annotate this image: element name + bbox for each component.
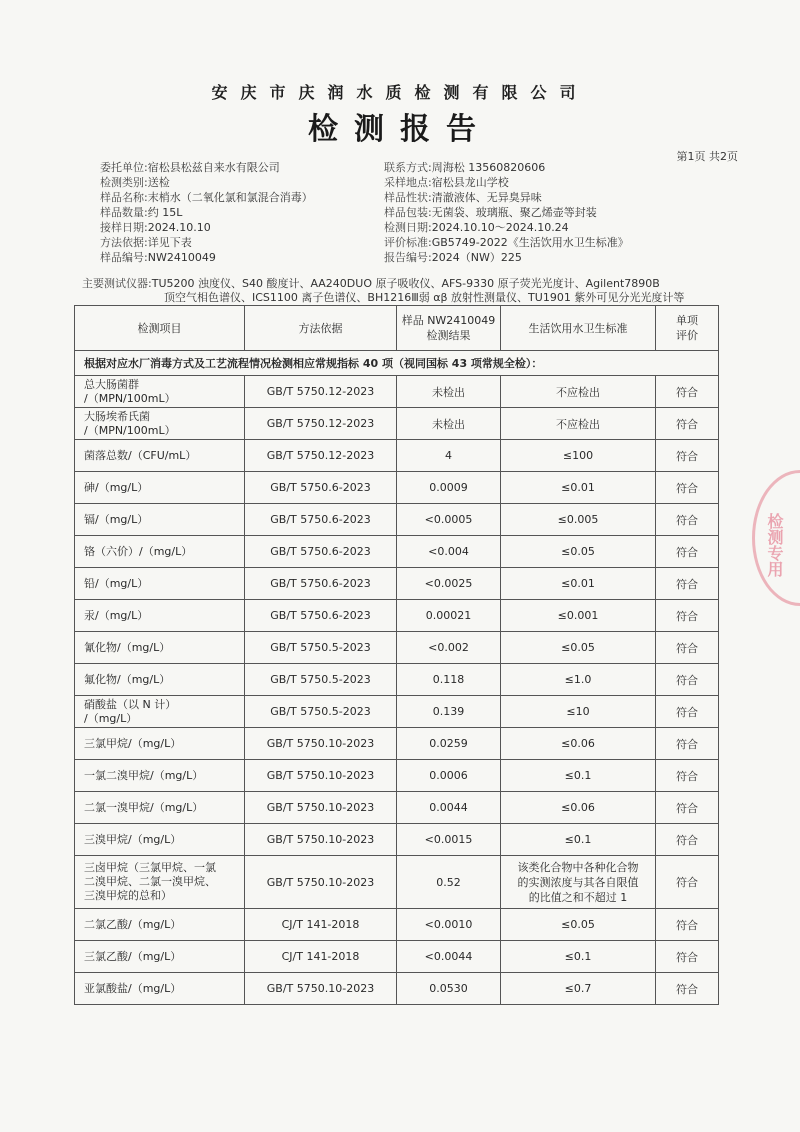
table-row — [75, 760, 719, 792]
cell-standard-line: ≤0.06 — [561, 737, 595, 750]
cell-item-line: /（MPN/100mL） — [84, 423, 176, 437]
cell-eval: 符合 — [656, 504, 719, 536]
table-row — [75, 941, 719, 973]
cell-item — [75, 824, 245, 856]
cell-method: GB/T 5750.12-2023 — [245, 376, 397, 408]
cell-eval: 符合 — [656, 941, 719, 973]
cell-item-line: 三溴甲烷/（mg/L） — [84, 832, 182, 846]
cell-eval: 符合 — [656, 408, 719, 440]
cell-standard — [501, 408, 656, 440]
cell-result: <0.0025 — [397, 568, 501, 600]
table-row — [75, 408, 719, 440]
cell-standard — [501, 376, 656, 408]
cell-item-line: 菌落总数/（CFU/mL） — [84, 448, 197, 462]
cell-item-line: 铅/（mg/L） — [84, 576, 149, 590]
info-value: 宿松县松兹自来水有限公司 — [147, 161, 280, 174]
info-label: 样品数量: — [100, 206, 148, 219]
cell-eval: 符合 — [656, 824, 719, 856]
cell-method: GB/T 5750.5-2023 — [245, 664, 397, 696]
cell-item — [75, 600, 245, 632]
info-row — [384, 190, 629, 205]
cell-eval: 符合 — [656, 728, 719, 760]
table-row — [75, 856, 719, 909]
cell-method: GB/T 5750.6-2023 — [245, 568, 397, 600]
cell-standard-line: ≤0.01 — [561, 481, 595, 494]
cell-eval: 符合 — [656, 568, 719, 600]
cell-result: 0.52 — [397, 856, 501, 909]
cell-eval: 符合 — [656, 792, 719, 824]
cell-standard — [501, 536, 656, 568]
info-row — [384, 205, 629, 220]
cell-standard-line: ≤0.05 — [561, 918, 595, 931]
cell-eval: 符合 — [656, 440, 719, 472]
cell-result: 0.139 — [397, 696, 501, 728]
table-row — [75, 728, 719, 760]
red-seal-stamp — [752, 470, 800, 606]
cell-item — [75, 440, 245, 472]
cell-item — [75, 792, 245, 824]
cell-result: 0.0530 — [397, 973, 501, 1005]
cell-standard — [501, 909, 656, 941]
cell-method: GB/T 5750.10-2023 — [245, 760, 397, 792]
cell-standard — [501, 504, 656, 536]
table-row — [75, 696, 719, 728]
cell-standard — [501, 440, 656, 472]
cell-item — [75, 856, 245, 909]
table-row — [75, 664, 719, 696]
info-row — [100, 235, 313, 250]
cell-standard-line: 该类化合物中各种化合物 — [517, 860, 639, 874]
cell-item — [75, 568, 245, 600]
cell-item — [75, 909, 245, 941]
cell-item — [75, 408, 245, 440]
cell-item-line: 镉/（mg/L） — [84, 512, 149, 526]
cell-standard — [501, 824, 656, 856]
cell-item-line: 大肠埃希氏菌 — [84, 409, 150, 423]
header-result-sample: 样品 NW2410049 — [401, 314, 496, 327]
info-label: 样品名称: — [100, 191, 148, 204]
cell-item — [75, 536, 245, 568]
cell-eval: 符合 — [656, 909, 719, 941]
info-value: 清澈液体、无异臭异味 — [431, 191, 542, 204]
cell-method: GB/T 5750.12-2023 — [245, 440, 397, 472]
cell-item-line: 砷/（mg/L） — [84, 480, 149, 494]
table-row — [75, 909, 719, 941]
cell-result: <0.0005 — [397, 504, 501, 536]
info-label: 检测类别: — [100, 176, 148, 189]
instruments-block — [82, 277, 732, 305]
cell-method: CJ/T 141-2018 — [245, 941, 397, 973]
cell-item-line: 三氯乙酸/（mg/L） — [84, 949, 182, 963]
cell-eval: 符合 — [656, 856, 719, 909]
cell-item — [75, 696, 245, 728]
info-value: 宿松县龙山学校 — [431, 176, 509, 189]
cell-item-line: 三溴甲烷的总和） — [84, 889, 172, 902]
info-value: 送检 — [147, 176, 170, 189]
cell-result: <0.0044 — [397, 941, 501, 973]
cell-item-line: 氰化物/（mg/L） — [84, 640, 171, 654]
info-value: 约 15L — [147, 206, 183, 219]
cell-standard-line: 的实测浓度与其各自限值 — [517, 875, 639, 889]
cell-result: 未检出 — [397, 376, 501, 408]
info-row — [100, 160, 313, 175]
cell-method: GB/T 5750.5-2023 — [245, 696, 397, 728]
cell-eval: 符合 — [656, 632, 719, 664]
cell-standard-line: ≤0.01 — [561, 577, 595, 590]
info-value: 2024.10.10～2024.10.24 — [431, 221, 569, 234]
header-eval — [656, 306, 719, 351]
section-row — [75, 351, 719, 376]
cell-method: GB/T 5750.6-2023 — [245, 472, 397, 504]
cell-item-line: /（MPN/100mL） — [84, 391, 176, 405]
cell-item — [75, 472, 245, 504]
cell-item-line: /（mg/L） — [84, 711, 138, 725]
cell-eval: 符合 — [656, 376, 719, 408]
info-label: 接样日期: — [100, 221, 148, 234]
cell-result: 0.00021 — [397, 600, 501, 632]
instruments-line-2: 顶空气相色谱仪、ICS1100 离子色谱仪、BH1216Ⅲ弱 αβ 放射性测量仪、TU1901 紫外可见分光光度计等 — [164, 291, 685, 304]
info-row — [100, 190, 313, 205]
cell-method: GB/T 5750.5-2023 — [245, 632, 397, 664]
instruments-label: 主要测试仪器: — [82, 277, 152, 290]
info-right-block — [384, 160, 629, 265]
cell-item — [75, 376, 245, 408]
cell-method: GB/T 5750.6-2023 — [245, 536, 397, 568]
info-label: 样品性状: — [384, 191, 432, 204]
cell-standard-line: 不应检出 — [556, 417, 600, 431]
cell-standard-line: ≤0.06 — [561, 801, 595, 814]
cell-item-line: 二溴甲烷、二氯一溴甲烷、 — [84, 875, 216, 888]
cell-eval: 符合 — [656, 973, 719, 1005]
cell-standard — [501, 792, 656, 824]
cell-result: <0.002 — [397, 632, 501, 664]
cell-method: GB/T 5750.12-2023 — [245, 408, 397, 440]
info-row — [100, 220, 313, 235]
cell-item-line: 汞/（mg/L） — [84, 608, 149, 622]
table-row — [75, 632, 719, 664]
cell-item-line: 二氯一溴甲烷/（mg/L） — [84, 800, 204, 814]
header-method: 方法依据 — [245, 306, 397, 351]
table-row — [75, 376, 719, 408]
cell-method: GB/T 5750.6-2023 — [245, 504, 397, 536]
cell-standard — [501, 696, 656, 728]
cell-standard-line: ≤10 — [566, 705, 590, 718]
cell-standard-line: ≤0.005 — [557, 513, 599, 526]
cell-method: GB/T 5750.10-2023 — [245, 856, 397, 909]
stamp-text: 检测专用 — [765, 513, 784, 577]
cell-eval: 符合 — [656, 472, 719, 504]
header-item: 检测项目 — [75, 306, 245, 351]
info-label: 联系方式: — [384, 161, 432, 174]
info-row — [100, 205, 313, 220]
cell-item-line: 一氯二溴甲烷/（mg/L） — [84, 768, 204, 782]
table-row — [75, 472, 719, 504]
info-value: 末梢水（二氧化氯和氯混合消毒） — [147, 191, 313, 204]
info-value: 周海松 13560820606 — [431, 161, 546, 174]
table-row — [75, 792, 719, 824]
cell-result: 0.0009 — [397, 472, 501, 504]
cell-eval: 符合 — [656, 600, 719, 632]
info-label: 样品编号: — [100, 251, 148, 264]
cell-eval: 符合 — [656, 696, 719, 728]
page-number: 第1页 共2页 — [676, 150, 738, 163]
info-label: 委托单位: — [100, 161, 148, 174]
info-value: GB5749-2022《生活饮用水卫生标准》 — [431, 236, 629, 249]
table-row — [75, 824, 719, 856]
header-standard: 生活饮用水卫生标准 — [501, 306, 656, 351]
header-eval-1: 单项 — [676, 314, 698, 327]
instruments-line-1: TU5200 浊度仪、S40 酸度计、AA240DUO 原子吸收仪、AFS-9330 原子荧光光度计、Agilent7890B — [151, 277, 660, 290]
table-row — [75, 440, 719, 472]
cell-item — [75, 941, 245, 973]
info-label: 方法依据: — [100, 236, 148, 249]
info-label: 检测日期: — [384, 221, 432, 234]
cell-item-line: 二氯乙酸/（mg/L） — [84, 917, 182, 931]
cell-standard-line: 不应检出 — [556, 385, 600, 399]
header-result-label: 检测结果 — [426, 329, 471, 342]
info-label: 采样地点: — [384, 176, 432, 189]
info-value: NW2410049 — [147, 251, 216, 264]
cell-method: GB/T 5750.10-2023 — [245, 792, 397, 824]
cell-standard — [501, 941, 656, 973]
cell-item-line: 三卤甲烷（三氯甲烷、一氯 — [84, 861, 216, 874]
cell-item-line: 总大肠菌群 — [84, 377, 139, 391]
cell-result: 未检出 — [397, 408, 501, 440]
cell-method: GB/T 5750.10-2023 — [245, 824, 397, 856]
info-label: 报告编号: — [384, 251, 432, 264]
cell-item-line: 亚氯酸盐/（mg/L） — [84, 981, 182, 995]
cell-result: <0.004 — [397, 536, 501, 568]
info-row — [384, 250, 629, 265]
company-name: 安庆市庆润水质检测有限公司 — [211, 83, 589, 102]
cell-method: CJ/T 141-2018 — [245, 909, 397, 941]
cell-standard — [501, 664, 656, 696]
info-row — [384, 220, 629, 235]
table-row — [75, 568, 719, 600]
cell-standard-line: ≤0.1 — [564, 833, 592, 846]
cell-standard-line: ≤0.05 — [561, 545, 595, 558]
table-row — [75, 504, 719, 536]
cell-eval: 符合 — [656, 664, 719, 696]
info-row — [100, 175, 313, 190]
cell-item-line: 硝酸盐（以 N 计） — [84, 697, 177, 711]
results-table — [74, 305, 719, 1005]
info-label: 样品包装: — [384, 206, 432, 219]
info-value: 2024.10.10 — [147, 221, 211, 234]
table-header-row — [75, 306, 719, 351]
cell-item-line: 铬（六价）/（mg/L） — [84, 544, 193, 558]
info-value: 2024（NW）225 — [431, 251, 522, 264]
cell-result: 0.0044 — [397, 792, 501, 824]
cell-result: 0.0006 — [397, 760, 501, 792]
info-value: 详见下表 — [147, 236, 192, 249]
info-row — [384, 235, 629, 250]
info-row — [100, 250, 313, 265]
cell-result: <0.0015 — [397, 824, 501, 856]
table-row — [75, 600, 719, 632]
cell-method: GB/T 5750.6-2023 — [245, 600, 397, 632]
cell-standard-line: ≤0.1 — [564, 950, 592, 963]
cell-eval: 符合 — [656, 760, 719, 792]
cell-eval: 符合 — [656, 536, 719, 568]
info-label: 评价标准: — [384, 236, 432, 249]
cell-standard — [501, 973, 656, 1005]
cell-standard — [501, 600, 656, 632]
cell-standard — [501, 760, 656, 792]
info-row — [384, 160, 629, 175]
cell-item — [75, 504, 245, 536]
info-value: 无菌袋、玻璃瓶、聚乙烯壶等封装 — [431, 206, 597, 219]
cell-standard-line: ≤0.7 — [564, 982, 592, 995]
table-row — [75, 536, 719, 568]
section-text: 根据对应水厂消毒方式及工艺流程情况检测相应常规指标 40 项（视同国标 43 项常规全检）： — [75, 351, 719, 376]
cell-result: 0.118 — [397, 664, 501, 696]
header-eval-2: 评价 — [676, 329, 698, 342]
cell-method: GB/T 5750.10-2023 — [245, 728, 397, 760]
info-row — [384, 175, 629, 190]
cell-standard-line: 的比值之和不超过 1 — [528, 890, 628, 904]
cell-item-line: 氟化物/（mg/L） — [84, 672, 171, 686]
cell-result: <0.0010 — [397, 909, 501, 941]
cell-result: 0.0259 — [397, 728, 501, 760]
header-result — [397, 306, 501, 351]
cell-item — [75, 664, 245, 696]
report-title: 检测报告 — [308, 112, 492, 147]
cell-item — [75, 760, 245, 792]
cell-result: 4 — [397, 440, 501, 472]
cell-standard — [501, 856, 656, 909]
cell-item-line: 三氯甲烷/（mg/L） — [84, 736, 182, 750]
cell-item — [75, 632, 245, 664]
cell-standard — [501, 568, 656, 600]
cell-standard-line: ≤0.1 — [564, 769, 592, 782]
cell-standard-line: ≤0.05 — [561, 641, 595, 654]
cell-method: GB/T 5750.10-2023 — [245, 973, 397, 1005]
cell-standard-line: ≤0.001 — [557, 609, 599, 622]
info-left-block — [100, 160, 313, 265]
cell-standard — [501, 632, 656, 664]
cell-item — [75, 973, 245, 1005]
cell-standard — [501, 728, 656, 760]
cell-standard-line: ≤1.0 — [564, 673, 592, 686]
table-row — [75, 973, 719, 1005]
cell-standard-line: ≤100 — [562, 449, 594, 462]
cell-item — [75, 728, 245, 760]
cell-standard — [501, 472, 656, 504]
